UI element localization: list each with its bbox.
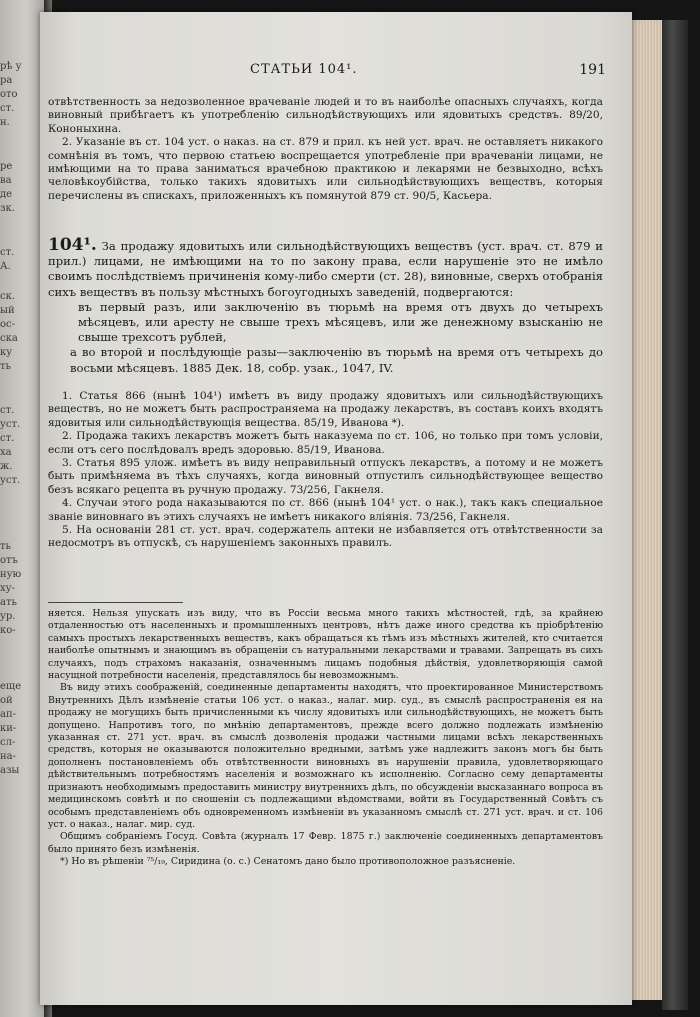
left-page-fragment: ре bbox=[0, 161, 13, 172]
note-item: 5. На основаніи 281 ст. уст. врач. содержатель аптеки не избавляется отъ отвѣтственности за недосмотръ въ отпускѣ, съ нарушеніемъ законныхъ правилъ. bbox=[48, 524, 603, 550]
book-page bbox=[40, 12, 632, 1005]
note-item: 1. Статья 866 (нынѣ 104¹) имѣетъ въ виду продажу ядовитыхъ или сильнодѣйствующихъ веществъ, но не можетъ быть распространяема на продажу лекарствъ, въ составъ коихъ входятъ ядовитыя или сильнодѣйствующія вещества. 85/19, Иванова *). bbox=[48, 390, 603, 429]
left-page-fragment: ть bbox=[0, 541, 11, 552]
left-page-fragment: ска bbox=[0, 333, 18, 344]
left-page-fragment: ый bbox=[0, 305, 15, 316]
left-page-fragment: уст. bbox=[0, 419, 21, 430]
note-item: 2. Продажа такихъ лекарствъ можетъ быть наказуема по ст. 106, но только при томъ условіи, если отъ сего послѣдовалъ вредъ здоровью. 85/19, Иванова. bbox=[48, 430, 603, 456]
left-page-fragment: уст. bbox=[0, 475, 21, 486]
footnote-divider bbox=[48, 602, 183, 603]
article-notes bbox=[48, 390, 603, 551]
left-page-fragment: еще bbox=[0, 681, 22, 692]
page-edges bbox=[628, 20, 664, 1000]
left-page-fragment: ст. bbox=[0, 247, 15, 258]
article-text: За продажу ядовитыхъ или сильнодѣйствующихъ веществъ (уст. врач. ст. 879 и прил.) лицами, не имѣющими на то по закону права, если нарушеніе это не имѣло своимъ послѣдствіемъ причиненія кому-либо смерти (ст. 28), виновные, сверхъ отобранія сихъ веществъ въ пользу мѣстныхъ богоугодныхъ заведеній, подвергаются: bbox=[48, 239, 604, 299]
left-page-fragment: ст. bbox=[0, 433, 15, 444]
footnote-paragraph: Общимъ собраніемъ Госуд. Совѣта (журналъ 17 Февр. 1875 г.) заключеніе соединенныхъ департаментовъ было принято безъ измѣненія. bbox=[48, 831, 603, 855]
left-page-fragment: азы bbox=[0, 765, 20, 776]
left-page-fragment: ва bbox=[0, 175, 12, 186]
left-page-fragment: ур. bbox=[0, 611, 16, 622]
footnotes bbox=[48, 608, 603, 869]
article-number: 104¹. bbox=[48, 235, 97, 255]
left-page-fragment: ст. bbox=[0, 103, 15, 114]
left-page-fragment: ко- bbox=[0, 625, 16, 636]
running-head: СТАТЬИ 104¹. bbox=[250, 62, 358, 77]
article-paragraph bbox=[48, 235, 604, 300]
note-item: 4. Случаи этого рода наказываются по ст. 866 (нынѣ 104¹ уст. о нак.), такъ какъ специальное званіе виновнаго въ этихъ случаяхъ не имѣетъ никакого вліянія. 73/256, Гакнеля. bbox=[48, 497, 603, 523]
article-104-1 bbox=[48, 235, 604, 376]
left-page-fragment: де bbox=[0, 189, 13, 200]
note-item: 3. Статья 895 улож. имѣетъ въ виду неправильный отпускъ лекарствъ, а потому и не можетъ быть примѣняема въ тѣхъ случаяхъ, когда виновный отпустилъ сильнодѣйствующее вещество безъ всякаго рецепта въ ручную продажу. 73/256, Гакнеля. bbox=[48, 457, 603, 496]
top-commentary bbox=[48, 96, 603, 203]
left-page-fragment: зк. bbox=[0, 203, 15, 214]
page-header bbox=[40, 62, 632, 82]
left-page-fragment: ж. bbox=[0, 461, 13, 472]
previous-page-edge bbox=[0, 0, 44, 1017]
left-page-fragment: рѣ у bbox=[0, 61, 22, 72]
page-number: 191 bbox=[579, 62, 606, 78]
footnote-paragraph: няется. Нельзя упускать изъ виду, что въ Россіи весьма много такихъ мѣстностей, гдѣ, за крайнею отдаленностью отъ населенныхъ и промышленныхъ центровъ, нѣтъ даже иного средства къ пріобрѣтенію самыхъ простыхъ лекарственныхъ веществъ, какъ обращаться къ тѣмъ изъ мѣстныхъ жителей, кто считается наиболѣе опытнымъ и знающимъ въ обращеніи съ натуральными лекарствами и травами. Запрещать въ сихъ случаяхъ, подъ страхомъ наказанія, означеннымъ лицамъ подобныя дѣйствія, удовлетворяющія самой насущной потребности населенія, представлялось бы невозможнымъ. bbox=[48, 608, 603, 682]
left-page-fragment: ную bbox=[0, 569, 22, 580]
left-page-fragment: ап- bbox=[0, 709, 17, 720]
left-page-fragment: ки- bbox=[0, 723, 17, 734]
left-page-fragment: ой bbox=[0, 695, 13, 706]
left-page-fragment: ос- bbox=[0, 319, 15, 330]
left-page-fragment: ть bbox=[0, 361, 11, 372]
left-page-fragment: ха bbox=[0, 447, 12, 458]
left-page-fragment: ра bbox=[0, 75, 13, 86]
article-penalty: въ первый разъ, или заключенію въ тюрьмѣ на время отъ двухъ до четырехъ мѣсяцевъ, или аресту не свыше трехъ мѣсяцевъ, или же денежному взысканію не свыше трехсотъ рублей, bbox=[78, 299, 603, 345]
left-page-fragment: ст. bbox=[0, 405, 15, 416]
left-page-fragment: ск. bbox=[0, 291, 16, 302]
commentary-paragraph: отвѣтственность за недозволенное врачеваніе людей и то въ наиболѣе опасныхъ случаяхъ, когда виновный прибѣгаетъ къ употребленію сильнодѣйствующихъ или ядовитыхъ средствъ. 89/20, Кононыхина. bbox=[48, 96, 603, 135]
left-page-fragment: ку bbox=[0, 347, 13, 358]
footnote-paragraph: *) Но въ рѣшеніи ⁷⁵/₁₉, Сиридина (о. с.) Сенатомъ дано было противоположное разъясненіе. bbox=[60, 856, 516, 868]
left-page-fragment: ху- bbox=[0, 583, 15, 594]
footnote-paragraph: Въ виду этихъ соображеній, соединенные департаменты находятъ, что проектированное Министерствомъ Внутреннихъ Дѣлъ измѣненіе статьи 106 уст. о наказ., налаг. мир. суд., въ смыслѣ распространенія ея на продажу не могущихъ быть причисленными къ числу ядовитыхъ или сильнодѣйствующихъ, не можетъ быть допущено. Напротивъ того, по мнѣнію департаментовъ, прежде всего должно подлежать измѣненію указанная ст. 271 уст. врач. въ смыслѣ дозволенія продажи частными лицами всѣхъ лекарственныхъ средствъ, которыя не оказываются положительно вредными, затѣмъ уже надлежитъ законъ могъ бы быть дополненъ постановленіемъ объ отвѣтственности виновныхъ въ нарушеніи правила, удовлетворяющаго дѣйствительнымъ потребностямъ населенія и возможнаго къ исполненію. Согласно сему департаменты признаютъ необходимымъ предоставить министру внутреннихъ дѣлъ, по обсужденіи высказаннаго вопроса въ медицинскомъ совѣтѣ и по сношеніи съ подлежащими вѣдомствами, войти въ Государственный Совѣтъ съ особымъ представленіемъ объ одновременномъ измѣненіи въ указанномъ смыслѣ ст. 271 уст. врач. и ст. 106 уст. о наказ., налаг. мир. суд. bbox=[48, 682, 603, 830]
left-page-fragment: н. bbox=[0, 117, 10, 128]
book-cover-edge bbox=[662, 20, 688, 1010]
left-page-fragment: на- bbox=[0, 751, 17, 762]
left-page-fragment: ото bbox=[0, 89, 18, 100]
left-page-fragment: ать bbox=[0, 597, 17, 608]
article-penalty: а во второй и послѣдующіе разы—заключенію въ тюрьмѣ на время отъ четырехъ до восьми мѣсяцевъ. 1885 Дек. 18, собр. узак., 1047, IV. bbox=[70, 345, 603, 375]
left-page-fragment: отъ bbox=[0, 555, 18, 566]
left-page-fragment: А. bbox=[0, 261, 11, 272]
commentary-paragraph: 2. Указаніе въ ст. 104 уст. о наказ. на ст. 879 и прил. къ ней уст. врач. не оставляетъ никакого сомнѣнія въ томъ, что первою статьею воспрещается употребленіе при врачеваніи лицами, не имѣющими на то права заниматься врачебною практикою и лекарями не безвыходно, всѣхъ человѣкоубійства, только такихъ ядовитыхъ или сильнодѣйствующихъ веществъ, которыя перечислены въ спискахъ, приложенныхъ къ помянутой 879 ст. 90/5, Касьера. bbox=[48, 136, 603, 202]
left-page-fragment: сл- bbox=[0, 737, 16, 748]
